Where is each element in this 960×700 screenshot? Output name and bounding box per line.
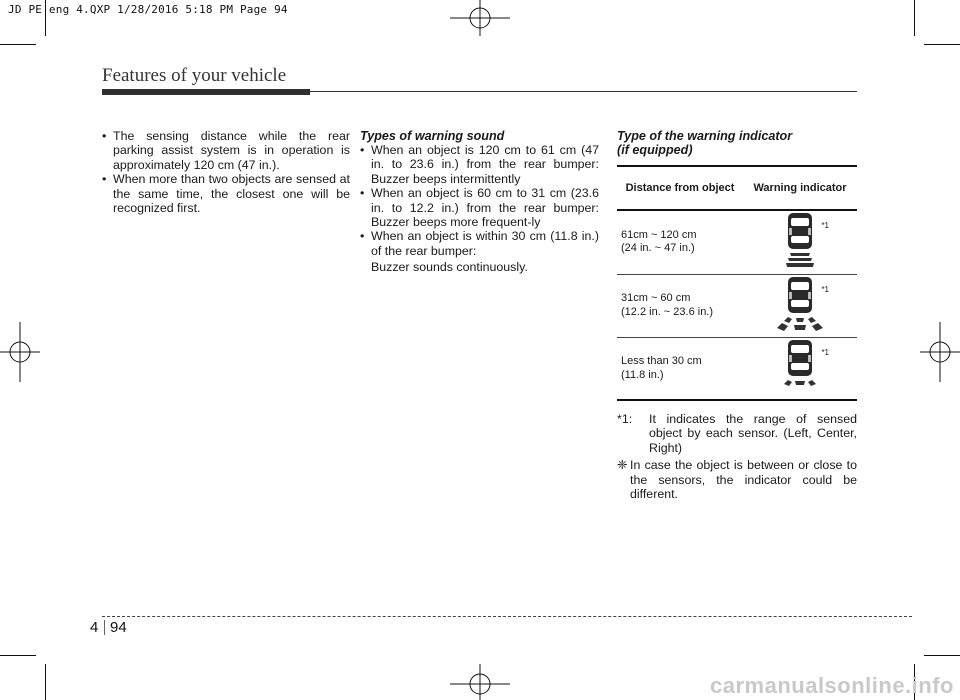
car-sensor-far-icon: [780, 211, 820, 269]
footnote-text: It indicates the range of sensed object by each sensor. (Left, Center, Right): [649, 412, 857, 455]
footnote-star: *1: [821, 221, 829, 230]
bullet-list: [102, 129, 350, 215]
list-item: • When more than two objects are sensed at the same time, the closest one will be recognized first.: [102, 172, 350, 215]
column-header-indicator: Warning indicator: [743, 166, 857, 210]
footer-rule: [102, 616, 912, 617]
section-title: Features of your vehicle: [102, 65, 287, 86]
crop-mark: [924, 655, 960, 656]
distance-cell: [617, 210, 743, 274]
distance-cm: 31cm ~ 60 cm: [621, 292, 691, 305]
indicator-heading: Type of the warning indicator: [617, 129, 793, 143]
registration-mark-bottom: [450, 664, 510, 700]
registration-mark-right: [920, 322, 960, 382]
table-row: [617, 338, 857, 401]
list-item: • When an object is 60 cm to 31 cm (23.6 in. to 12.2 in.) from the rear bumper: Buzzer beeps more frequent-ly: [360, 186, 599, 229]
distance-in: (24 in. ~ 47 in.): [621, 242, 695, 255]
column-1: [102, 129, 350, 215]
list-item: • The sensing distance while the rear parking assist system is in operation is approximately 120 cm (47 in.).: [102, 129, 350, 172]
header-rule: [310, 91, 857, 92]
distance-cell: [617, 274, 743, 338]
distance-in: (12.2 in. ~ 23.6 in.): [621, 305, 714, 318]
distance-cell: [617, 338, 743, 401]
continuation-text: Buzzer sounds continuously.: [371, 260, 528, 275]
warning-indicator-table: [617, 165, 857, 401]
indicator-cell: [743, 338, 857, 401]
column-3: [617, 129, 857, 501]
crop-mark: [0, 655, 36, 656]
table-header-row: [617, 166, 857, 210]
column-header-distance: Distance from object: [617, 166, 743, 210]
car-sensor-near-icon: [780, 338, 820, 394]
list-item: • When an object is within 30 cm (11.8 in.) of the rear bumper:: [360, 229, 599, 258]
indicator-cell: [743, 274, 857, 338]
footnote-star: *1: [821, 284, 829, 294]
registration-mark-left: [0, 322, 40, 382]
page-number: 94: [110, 619, 127, 636]
distance-cm: 61cm ~ 120 cm: [621, 228, 697, 241]
crop-mark: [0, 44, 36, 45]
print-slug: JD PE eng 4.QXP 1/28/2016 5:18 PM Page 94: [8, 3, 288, 16]
registration-mark-top: [450, 0, 510, 36]
table-row: [617, 274, 857, 338]
distance-in: (11.8 in.): [621, 368, 664, 381]
table-row: [617, 210, 857, 274]
watermark: carmanualsonline.info: [710, 673, 954, 698]
indicator-cell: [743, 210, 857, 274]
footnote-1: [617, 412, 857, 455]
column-2: [360, 129, 599, 275]
note-marker-icon: ❈: [617, 458, 628, 473]
crop-mark: [45, 664, 46, 700]
page-number-divider: [104, 620, 105, 635]
chapter-number: 4: [90, 619, 99, 636]
footnote-text: In case the object is between or close to the sensors, the indicator could be different.: [630, 458, 857, 502]
car-sensor-mid-icon: [776, 275, 824, 333]
crop-mark: [914, 0, 915, 36]
table-notes: [617, 412, 857, 501]
footnote-marker: *1:: [617, 412, 633, 426]
warning-sound-heading: Types of warning sound: [360, 129, 505, 143]
header-bar: [102, 89, 310, 95]
distance-cm: Less than 30 cm: [621, 355, 702, 367]
list-item: • When an object is 120 cm to 61 cm (47 in. to 23.6 in.) from the rear bumper: Buzzer beeps intermittently: [360, 143, 599, 186]
indicator-heading-sub: (if equipped): [617, 143, 693, 157]
crop-mark: [924, 44, 960, 45]
footnote-2: [617, 458, 857, 501]
bullet-list: [360, 143, 599, 258]
footnote-star: *1: [821, 348, 829, 357]
